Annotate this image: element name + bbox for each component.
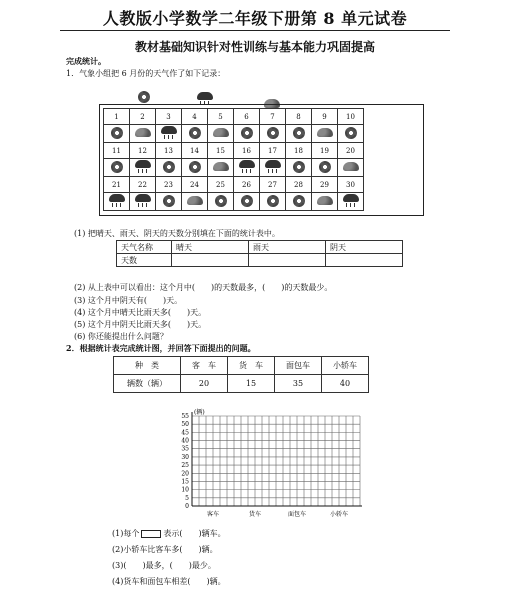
calendar-day: 9 (312, 109, 338, 125)
calendar-day: 15 (208, 143, 234, 159)
vehicle-stat-table (113, 356, 369, 393)
answer-cell-rainy[interactable] (249, 254, 326, 267)
y-tick-label: 10 (181, 486, 189, 494)
calendar-day: 7 (260, 109, 286, 125)
calendar-day: 14 (182, 143, 208, 159)
calendar-day: 29 (312, 177, 338, 193)
sun-icon (312, 159, 338, 177)
weather-calendar (103, 108, 364, 211)
table-header-car: 小轿车 (322, 357, 369, 375)
q1-sub6: (6) 你还能提出什么问题？ (74, 332, 168, 341)
sun-icon (234, 193, 260, 211)
q1-sub4: (4) 这个月中晴天比雨天多( )天。 (74, 308, 207, 317)
q2-qb: (2)小轿车比客车多( )辆。 (112, 545, 218, 554)
section-label: 完成统计。 (66, 56, 106, 66)
q2-intro: 2．根据统计表完成统计图，并回答下面提出的问题。 (66, 343, 256, 353)
q2-qc: (3)( )最多，( )最少。 (112, 561, 216, 570)
sun-icon (286, 125, 312, 143)
x-tick-label: 货车 (248, 511, 262, 518)
q2-qd: (4)货车和面包车相差( )辆。 (112, 577, 226, 586)
table-row-label: 天数 (117, 254, 172, 267)
rain-icon (156, 125, 182, 143)
sun-icon (104, 159, 130, 177)
table-header-truck: 货 车 (228, 357, 275, 375)
sun-icon (208, 193, 234, 211)
value-bus: 20 (181, 375, 228, 393)
calendar-day: 24 (182, 177, 208, 193)
sun-icon (286, 159, 312, 177)
y-tick-label: 20 (181, 470, 189, 478)
calendar-day: 12 (130, 143, 156, 159)
answer-cell-sunny[interactable] (172, 254, 249, 267)
calendar-day: 3 (156, 109, 182, 125)
cloud-icon (312, 193, 338, 211)
answer-cell-cloudy[interactable] (326, 254, 403, 267)
q1-sub2: (2) 从上表中可以看出：这个月中( )的天数最多，( )的天数最少。 (74, 283, 333, 292)
calendar-day: 16 (234, 143, 260, 159)
calendar-day: 25 (208, 177, 234, 193)
calendar-day: 26 (234, 177, 260, 193)
y-tick-label: 50 (181, 421, 189, 429)
rain-icon (338, 193, 364, 211)
cloud-icon (338, 159, 364, 177)
table-row-label-count: 辆数（辆） (114, 375, 181, 393)
cloud-icon (182, 193, 208, 211)
calendar-day: 28 (286, 177, 312, 193)
q1-intro: 1．气象小组把 6 月份的天气作了如下记录： (66, 69, 226, 78)
cloud-icon (312, 125, 338, 143)
q1-sub1: (1) 把晴天、雨天、阴天的天数分别填在下面的统计表中。 (74, 229, 280, 238)
rain-icon (260, 159, 286, 177)
q2-qa (112, 528, 226, 539)
cloud-icon (208, 125, 234, 143)
calendar-day: 10 (338, 109, 364, 125)
calendar-day: 6 (234, 109, 260, 125)
calendar-day: 13 (156, 143, 182, 159)
sun-icon (182, 159, 208, 177)
page-title: 人教版小学数学二年级下册第 8 单元试卷 (102, 9, 408, 28)
calendar-day: 21 (104, 177, 130, 193)
rain-icon (104, 193, 130, 211)
sun-icon (260, 193, 286, 211)
calendar-day: 27 (260, 177, 286, 193)
table-header-van: 面包车 (275, 357, 322, 375)
y-tick-label: 0 (185, 503, 189, 510)
title-divider (60, 30, 450, 31)
y-tick-label: 45 (181, 429, 189, 437)
sun-icon (182, 125, 208, 143)
table-header-bus: 客 车 (181, 357, 228, 375)
calendar-day: 30 (338, 177, 364, 193)
calendar-day: 11 (104, 143, 130, 159)
y-unit-label: (辆) (194, 409, 205, 416)
x-tick-label: 客车 (206, 511, 220, 518)
sun-icon (338, 125, 364, 143)
table-header-sunny: 晴天 (172, 241, 249, 254)
calendar-day: 2 (130, 109, 156, 125)
y-tick-label: 15 (181, 478, 189, 486)
q2-qa-prefix: (1)每个 (112, 529, 140, 538)
sun-icon (156, 159, 182, 177)
q1-sub3: (3) 这个月中阴天有( )天。 (74, 296, 183, 305)
sun-icon (156, 193, 182, 211)
y-tick-label: 5 (185, 494, 189, 502)
calendar-day: 5 (208, 109, 234, 125)
table-header-rainy: 雨天 (249, 241, 326, 254)
weather-stat-table (116, 240, 403, 267)
value-car: 40 (322, 375, 369, 393)
sun-icon (234, 125, 260, 143)
calendar-day: 19 (312, 143, 338, 159)
calendar-day: 22 (130, 177, 156, 193)
unit-box-icon (141, 530, 161, 538)
table-header-cloudy: 阴天 (326, 241, 403, 254)
x-tick-label: 面包车 (287, 511, 307, 518)
calendar-day: 8 (286, 109, 312, 125)
calendar-day: 20 (338, 143, 364, 159)
table-header-type: 种 类 (114, 357, 181, 375)
sun-icon (260, 125, 286, 143)
sun-icon (286, 193, 312, 211)
table-header-weather: 天气名称 (117, 241, 172, 254)
calendar-day: 18 (286, 143, 312, 159)
sun-icon (104, 125, 130, 143)
cloud-icon (130, 125, 156, 143)
value-van: 35 (275, 375, 322, 393)
y-tick-label: 30 (181, 453, 189, 461)
y-tick-label: 40 (181, 437, 189, 445)
rain-icon (130, 193, 156, 211)
calendar-day: 4 (182, 109, 208, 125)
cloud-icon (208, 159, 234, 177)
calendar-day: 23 (156, 177, 182, 193)
value-truck: 15 (228, 375, 275, 393)
vehicle-bar-chart (168, 408, 368, 520)
rain-icon (234, 159, 260, 177)
q2-qa-suffix: 表示( )辆车。 (163, 529, 226, 538)
page-subtitle: 教材基础知识针对性训练与基本能力巩固提高 (134, 40, 375, 54)
calendar-day: 1 (104, 109, 130, 125)
y-tick-label: 25 (181, 462, 189, 470)
calendar-day: 17 (260, 143, 286, 159)
y-tick-label: 35 (181, 445, 189, 453)
rain-icon (130, 159, 156, 177)
x-tick-label: 小轿车 (329, 511, 349, 518)
y-tick-label: 55 (181, 413, 189, 420)
q1-sub5: (5) 这个月中阴天比雨天多( )天。 (74, 320, 207, 329)
